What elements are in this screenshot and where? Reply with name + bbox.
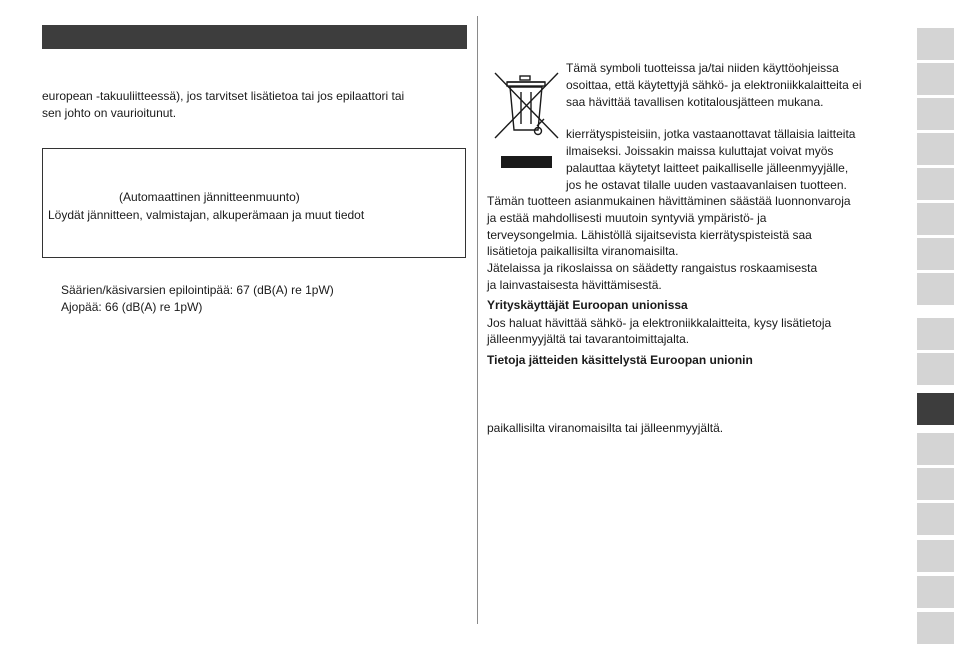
business-heading: Yrityskäyttäjät Euroopan unionissa xyxy=(487,298,688,312)
side-tab-10[interactable] xyxy=(917,353,954,385)
side-tab-8[interactable] xyxy=(917,273,954,305)
intro-line-2: sen johto on vaurioitunut. xyxy=(42,106,177,120)
section-header-bar xyxy=(42,25,467,49)
intro-line-1: european -takuuliitteessä), jos tarvitset lisätietoa tai jos epilaattori tai xyxy=(42,89,405,103)
side-tab-13[interactable] xyxy=(917,468,954,500)
column-divider xyxy=(477,16,478,624)
side-tab-14[interactable] xyxy=(917,503,954,535)
side-tab-3[interactable] xyxy=(917,98,954,130)
disposal-line-3: terveysongelmia. Lähistöllä sijaitsevista kierrätyspisteistä saa xyxy=(487,228,812,242)
noise-line-1: Säärien/käsivarsien epilointipää: 67 (dB(A) re 1pW) xyxy=(61,283,334,297)
auto-voltage-text: (Automaattinen jännitteenmuunto) xyxy=(119,190,300,204)
side-tab-9[interactable] xyxy=(917,318,954,350)
symbol-text-line-1: Tämä symboli tuotteissa ja/tai niiden käyttöohjeissa xyxy=(566,61,839,75)
disposal-line-5: Jätelaissa ja rikoslaissa on säädetty rangaistus roskaamisesta xyxy=(487,261,818,275)
side-tab-2[interactable] xyxy=(917,63,954,95)
collection-line-3: palauttaa käytetyt laitteet paikalliselle jälleenmyyjälle, xyxy=(566,161,849,175)
disposal-line-1: Tämän tuotteen asianmukainen hävittäminen säästää luonnonvaroja xyxy=(487,194,851,208)
side-tab-11-active[interactable] xyxy=(917,393,954,425)
disposal-line-4: lisätietoja paikallisilta viranomaisilta. xyxy=(487,244,679,258)
business-line-2: jälleenmyyjältä tai tavarantoimittajalta. xyxy=(487,332,690,346)
side-tab-7[interactable] xyxy=(917,238,954,270)
rating-info-text: Löydät jännitteen, valmistajan, alkuperämaan ja muut tiedot xyxy=(48,208,365,222)
collection-line-2: ilmaiseksi. Joissakin maissa kuluttajat voivat myös xyxy=(566,144,834,158)
side-tab-4[interactable] xyxy=(917,133,954,165)
outside-eu-heading: Tietoja jätteiden käsittelystä Euroopan unionin xyxy=(487,353,753,367)
collection-line-4: jos he ostavat tilalle uuden vastaavanlaisen tuotteen. xyxy=(566,178,847,192)
business-line-1: Jos haluat hävittää sähkö- ja elektroniikkalaitteita, kysy lisätietoja xyxy=(487,316,832,330)
side-tab-6[interactable] xyxy=(917,203,954,235)
noise-line-2: Ajopää: 66 (dB(A) re 1pW) xyxy=(61,300,203,314)
outside-eu-line: paikallisilta viranomaisilta tai jälleenmyyjältä. xyxy=(487,421,724,435)
disposal-line-6: ja lainvastaisesta hävittämisestä. xyxy=(487,278,662,292)
weee-bin-icon xyxy=(492,70,562,176)
side-tab-16[interactable] xyxy=(917,576,954,608)
symbol-text-line-3: saa hävittää tavallisen kotitalousjätteen mukana. xyxy=(566,95,824,109)
side-tab-17[interactable] xyxy=(917,612,954,644)
side-tab-12[interactable] xyxy=(917,433,954,465)
side-tab-1[interactable] xyxy=(917,28,954,60)
side-tab-5[interactable] xyxy=(917,168,954,200)
side-tab-15[interactable] xyxy=(917,540,954,572)
symbol-text-line-2: osoittaa, että käytettyjä sähkö- ja elektroniikkalaitteita ei xyxy=(566,78,862,92)
collection-line-1: kierrätyspisteisiin, jotka vastaanottavat tällaisia laitteita xyxy=(566,127,856,141)
disposal-line-2: ja estää mahdollisesti muutoin syntyviä ympäristö- ja xyxy=(487,211,767,225)
